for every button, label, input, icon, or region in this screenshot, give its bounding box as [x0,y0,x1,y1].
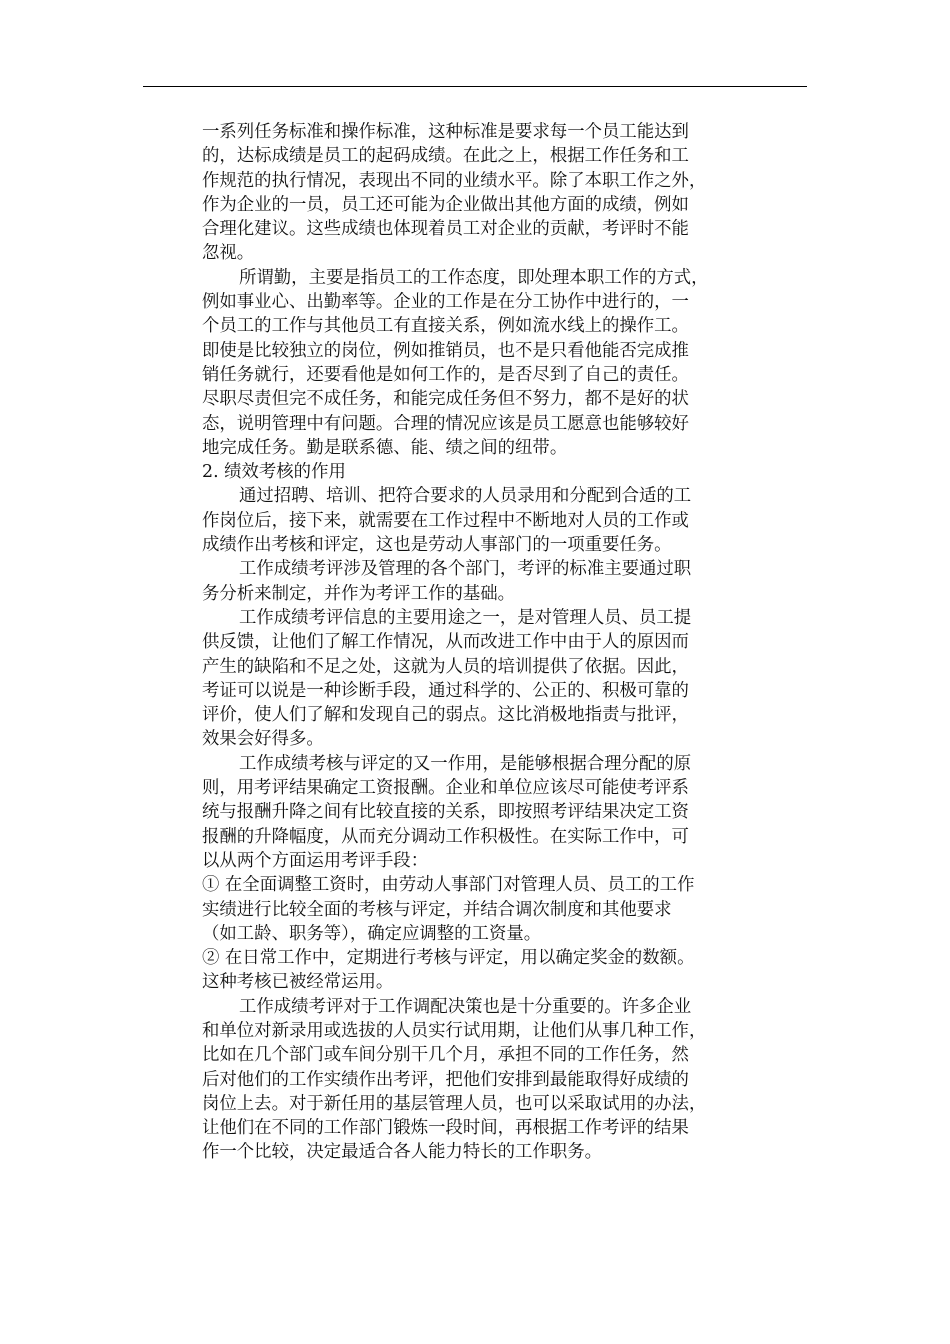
text-line: 务分析来制定，并作为考评工作的基础。 [202,583,516,604]
text-line: （如工龄、职务等），确定应调整的工资量。 [202,923,542,944]
text-line: 例如事业心、出勤率等。企业的工作是在分工协作中进行的，一 [202,292,689,313]
text-line: ② 在日常工作中，定期进行考核与评定，用以确定奖金的数额。 [202,948,695,969]
text-line: 作一个比较，决定最适合各人能力特长的工作职务。 [202,1142,602,1163]
text-line: 报酬的升降幅度，从而充分调动工作积极性。在实际工作中，可 [202,826,689,847]
text-line: 评价，使人们了解和发现自己的弱点。这比消极地指责与批评， [202,705,689,726]
text-line: 作岗位后，接下来，就需要在工作过程中不断地对人员的工作或 [202,510,689,531]
text-line: 忽视。 [202,243,255,264]
text-line: 2. 绩效考核的作用 [202,462,346,483]
text-line: 地完成任务。勤是联系德、能、绩之间的纽带。 [202,437,568,458]
text-line: 产生的缺陷和不足之处，这就为人员的培训提供了依据。因此， [202,656,689,677]
paragraph-first-line: 所谓勤，主要是指员工的工作态度，即处理本职工作的方式， [239,267,709,288]
text-line: 和单位对新录用或选拔的人员实行试用期，让他们从事几种工作， [202,1020,707,1041]
paragraph-first-line: 工作成绩考核与评定的又一作用，是能够根据合理分配的原 [239,753,692,774]
text-line: ① 在全面调整工资时，由劳动人事部门对管理人员、员工的工作 [202,875,695,896]
text-line: 作为企业的一员，员工还可能为企业做出其他方面的成绩，例如 [202,194,689,215]
text-line: 比如在几个部门或车间分别干几个月，承担不同的工作任务，然 [202,1045,689,1066]
text-line: 则，用考评结果确定工资报酬。企业和单位应该尽可能使考评系 [202,778,689,799]
paragraph-first-line: 工作成绩考评信息的主要用途之一，是对管理人员、员工提 [239,607,692,628]
text-line: 作规范的执行情况，表现出不同的业绩水平。除了本职工作之外， [202,170,707,191]
text-line: 效果会好得多。 [202,729,324,750]
text-line: 合理化建议。这些成绩也体现着员工对企业的贡献，考评时不能 [202,219,689,240]
paragraph-first-line: 工作成绩考评涉及管理的各个部门，考评的标准主要通过职 [239,559,692,580]
text-line: 后对他们的工作实绩作出考评，把他们安排到最能取得好成绩的 [202,1069,689,1090]
document-body [202,120,762,1165]
text-line: 的，达标成绩是员工的起码成绩。在此之上，根据工作任务和工 [202,146,689,167]
paragraph-first-line: 通过招聘、培训、把符合要求的人员录用和分配到合适的工 [239,486,692,507]
header-rule [143,86,807,87]
text-line: 考证可以说是一种诊断手段，通过科学的、公正的、积极可靠的 [202,680,689,701]
text-line: 个员工的工作与其他员工有直接关系，例如流水线上的操作工。 [202,316,689,337]
text-line: 尽职尽责但完不成任务，和能完成任务但不努力，都不是好的状 [202,389,689,410]
text-line: 供反馈，让他们了解工作情况，从而改进工作中由于人的原因而 [202,632,689,653]
text-line: 销任务就行，还要看他是如何工作的，是否尽到了自己的责任。 [202,364,689,385]
text-line: 统与报酬升降之间有比较直接的关系，即按照考评结果决定工资 [202,802,689,823]
text-line: 态，说明管理中有问题。合理的情况应该是员工愿意也能够较好 [202,413,689,434]
paragraph-first-line: 工作成绩考评对于工作调配决策也是十分重要的。许多企业 [239,996,692,1017]
text-line: 岗位上去。对于新任用的基层管理人员，也可以采取试用的办法， [202,1093,707,1114]
text-line: 一系列任务标准和操作标准，这种标准是要求每一个员工能达到 [202,122,689,142]
text-line: 实绩进行比较全面的考核与评定，并结合调次制度和其他要求 [202,899,672,920]
text-line: 成绩作出考核和评定，这也是劳动人事部门的一项重要任务。 [202,535,672,556]
text-line: 让他们在不同的工作部门锻炼一段时间，再根据工作考评的结果 [202,1118,689,1139]
text-line: 以从两个方面运用考评手段： [202,850,429,871]
text-line: 这种考核已被经常运用。 [202,972,394,993]
text-line: 即使是比较独立的岗位，例如推销员，也不是只看他能否完成推 [202,340,689,361]
